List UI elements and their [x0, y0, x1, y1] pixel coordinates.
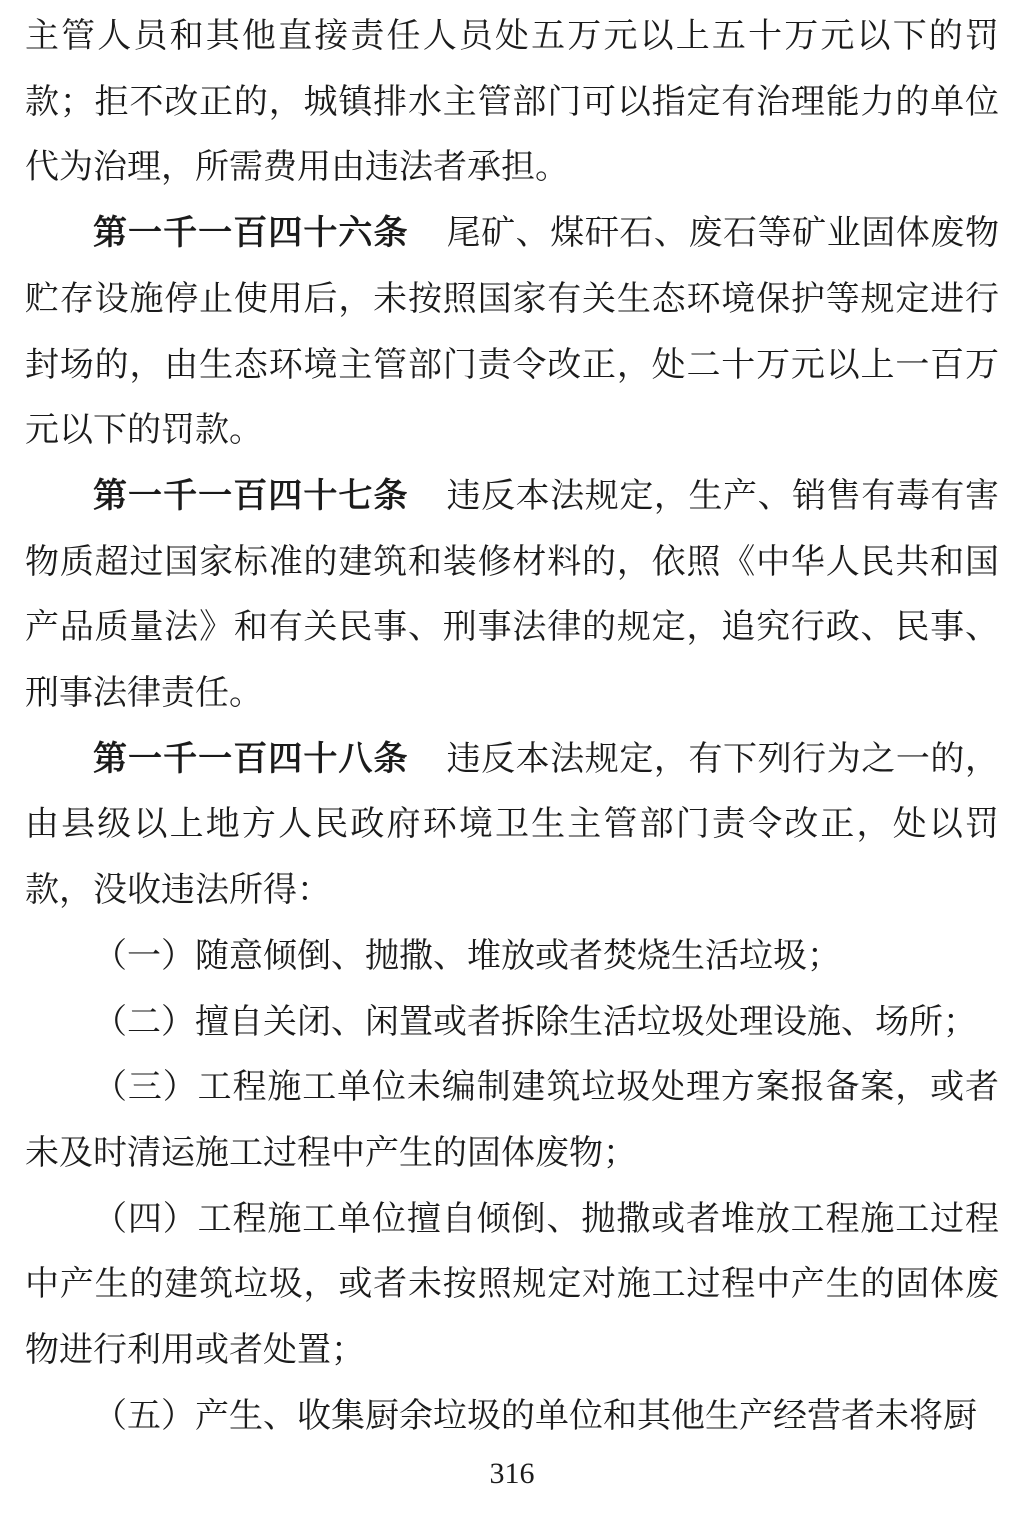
paragraph-text: 违反本法规定，生产、销售有毒有害物质超过国家标准的建筑和装修材料的，依照《中华人民共和国产品质量法》和有关民事、刑事法律的规定，追究行政、民事、刑事法律责任。 [25, 477, 999, 713]
article-paragraph [25, 201, 999, 464]
paragraph-text: 违反本法规定，有下列行为之一的，由县级以上地方人民政府环境卫生主管部门责令改正，处以罚款，没收违法所得： [25, 740, 999, 910]
list-item-paragraph [25, 1384, 999, 1450]
paragraph-text: 尾矿、煤矸石、废石等矿业固体废物贮存设施停止使用后，未按照国家有关生态环境保护等规定进行封场的，由生态环境主管部门责令改正，处二十万元以上一百万元以下的罚款。 [25, 215, 999, 450]
paragraph-text: 主管人员和其他直接责任人员处五万元以上五十万元以下的罚款；拒不改正的，城镇排水主管部门可以指定有治理能力的单位代为治理，所需费用由违法者承担。 [25, 18, 999, 187]
article-number: 第一千一百四十八条 [93, 739, 409, 778]
list-item-paragraph [25, 990, 999, 1056]
paragraph-text: （四）工程施工单位擅自倾倒、抛撒或者堆放工程施工过程中产生的建筑垃圾，或者未按照规定对施工过程中产生的固体废物进行利用或者处置； [25, 1200, 999, 1370]
list-item-paragraph [25, 1187, 999, 1384]
article-number: 第一千一百四十六条 [93, 214, 409, 253]
list-item-paragraph [25, 1055, 999, 1186]
page-number: 316 [489, 1457, 535, 1490]
paragraph-text: （五）产生、收集厨余垃圾的单位和其他生产经营者未将厨 [93, 1397, 977, 1435]
article-paragraph [25, 464, 999, 727]
continuation-paragraph [25, 4, 999, 201]
article-number: 第一千一百四十七条 [93, 476, 409, 515]
article-paragraph [25, 727, 999, 924]
paragraph-text: （二）擅自关闭、闲置或者拆除生活垃圾处理设施、场所； [93, 1003, 977, 1041]
list-item-paragraph [25, 924, 999, 990]
paragraph-text: （一）随意倾倒、抛撒、堆放或者焚烧生活垃圾； [93, 937, 841, 975]
paragraph-text: （三）工程施工单位未编制建筑垃圾处理方案报备案，或者未及时清运施工过程中产生的固体废物； [25, 1069, 999, 1172]
